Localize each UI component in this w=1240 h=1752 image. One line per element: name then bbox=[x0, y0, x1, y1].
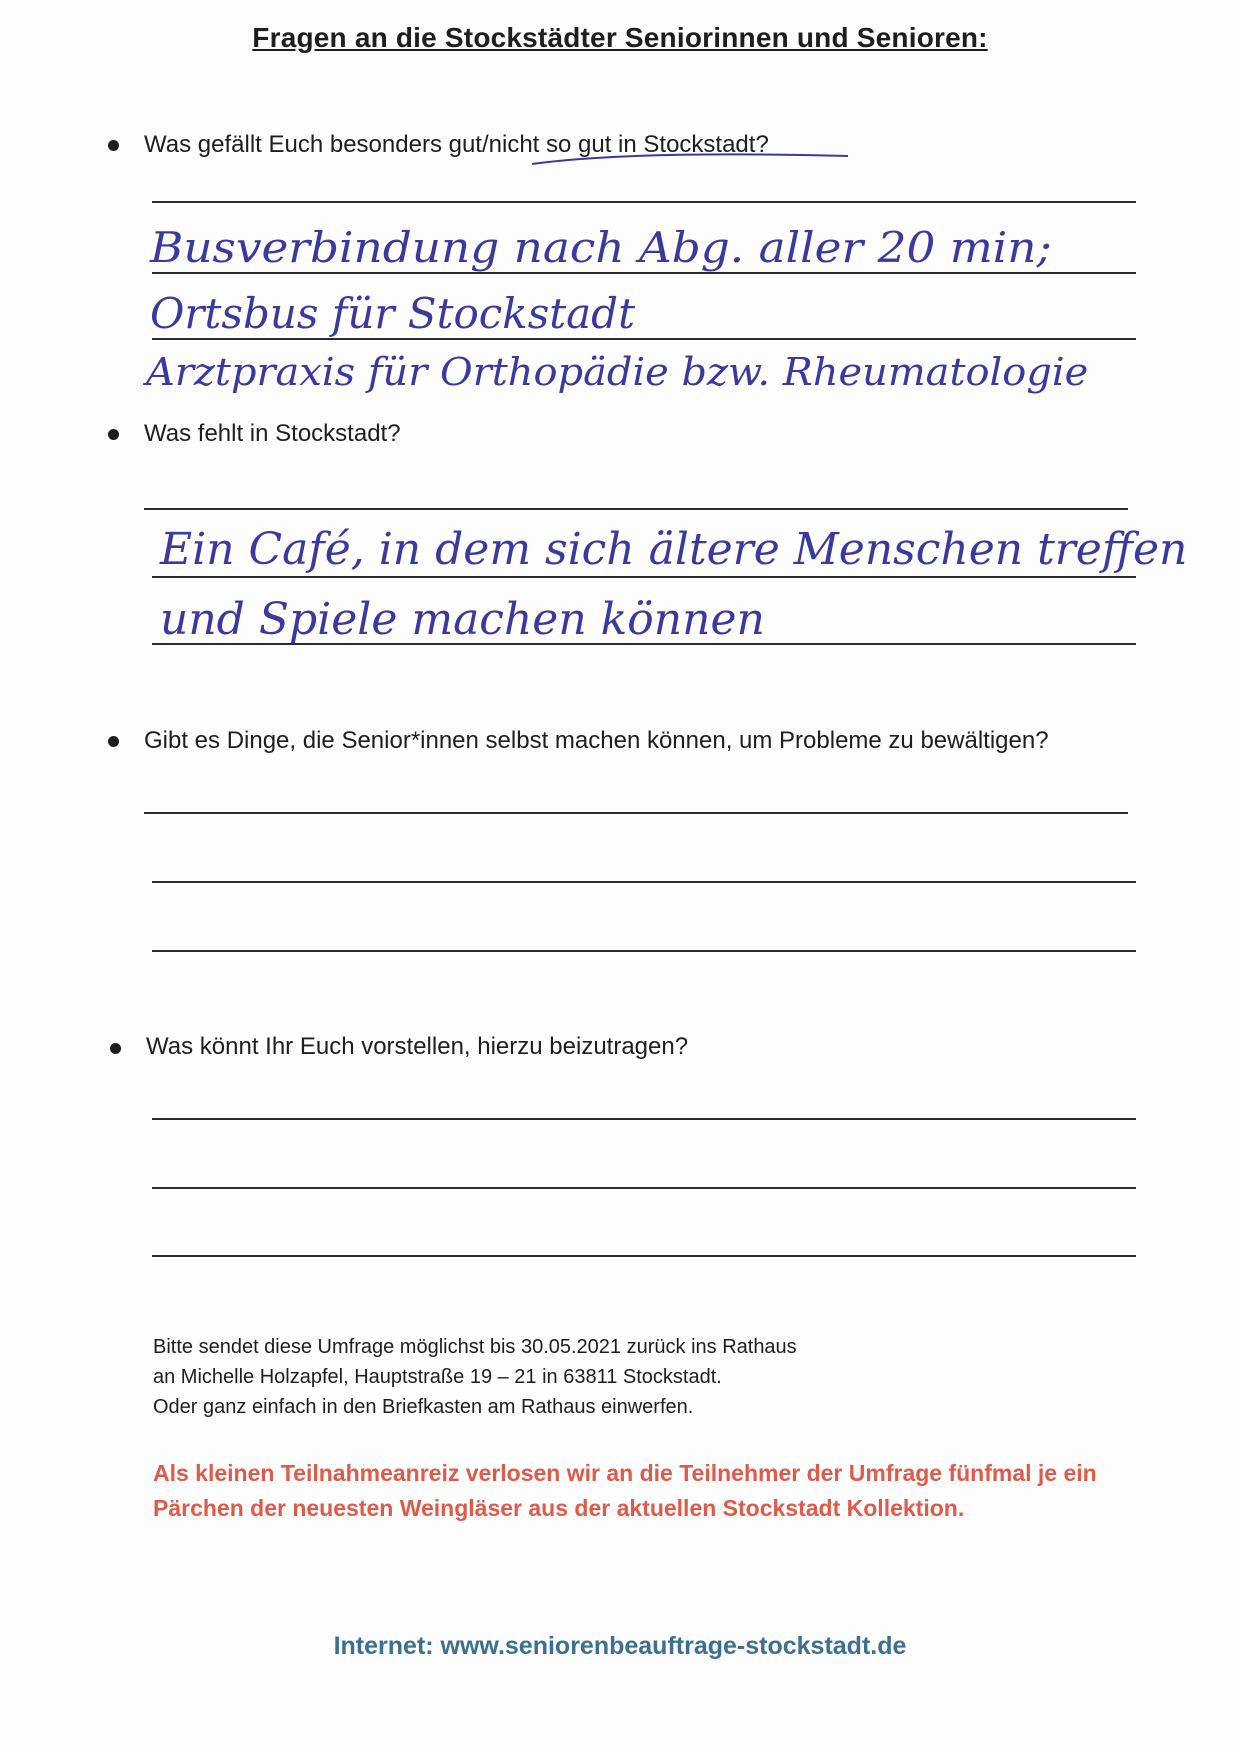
answer-line bbox=[152, 1118, 1136, 1120]
answer-line bbox=[152, 881, 1136, 883]
question-2: Was fehlt in Stockstadt? bbox=[144, 420, 401, 447]
bullet-icon bbox=[108, 140, 119, 151]
answer-line bbox=[152, 1255, 1136, 1257]
website-footer bbox=[0, 1632, 1240, 1661]
answer-line bbox=[152, 1187, 1136, 1189]
instruction-line: Bitte sendet diese Umfrage möglichst bis 30.05.2021 zurück ins Rathaus bbox=[153, 1336, 797, 1358]
handwritten-answer: Ein Café, in dem sich ältere Menschen treffen bbox=[160, 524, 1188, 575]
form-title: Fragen an die Stockstädter Seniorinnen und Senioren: bbox=[252, 22, 988, 53]
handwritten-answer: Ortsbus für Stockstadt bbox=[150, 289, 635, 338]
handwritten-answer: Arztpraxis für Orthopädie bzw. Rheumatologie bbox=[146, 350, 1089, 394]
answer-line bbox=[152, 338, 1136, 340]
bullet-icon bbox=[108, 429, 119, 440]
answer-line bbox=[144, 508, 1128, 510]
bullet-icon bbox=[108, 736, 119, 747]
answer-line bbox=[152, 272, 1136, 274]
answer-line bbox=[152, 950, 1136, 952]
handwritten-answer: und Spiele machen können bbox=[160, 594, 765, 645]
answer-line bbox=[152, 576, 1136, 578]
website-link[interactable]: Internet: www.seniorenbeauftrage-stockstadt.de bbox=[333, 1632, 907, 1660]
question-4: Was könnt Ihr Euch vorstellen, hierzu beizutragen? bbox=[146, 1033, 689, 1060]
instruction-line: Oder ganz einfach in den Briefkasten am Rathaus einwerfen. bbox=[153, 1396, 694, 1418]
question-3: Gibt es Dinge, die Senior*innen selbst machen können, um Probleme zu bewältigen? bbox=[144, 727, 1049, 754]
answer-line bbox=[144, 812, 1128, 814]
raffle-notice: Als kleinen Teilnahmeanreiz verlosen wir an die Teilnehmer der Umfrage fünfmal je ein Pärchen der neuesten Weingläser aus der aktuellen Stockstadt Kollektion. bbox=[153, 1460, 1097, 1521]
instruction-line: an Michelle Holzapfel, Hauptstraße 19 – 21 in 63811 Stockstadt. bbox=[153, 1366, 722, 1388]
question-1: Was gefällt Euch besonders gut/nicht so gut in Stockstadt? bbox=[144, 131, 769, 158]
handwritten-answer: Busverbindung nach Abg. aller 20 min; bbox=[150, 223, 1052, 272]
bullet-icon bbox=[110, 1043, 121, 1054]
handwritten-underline bbox=[530, 146, 850, 176]
return-instructions bbox=[153, 1332, 797, 1422]
answer-line bbox=[152, 201, 1136, 203]
